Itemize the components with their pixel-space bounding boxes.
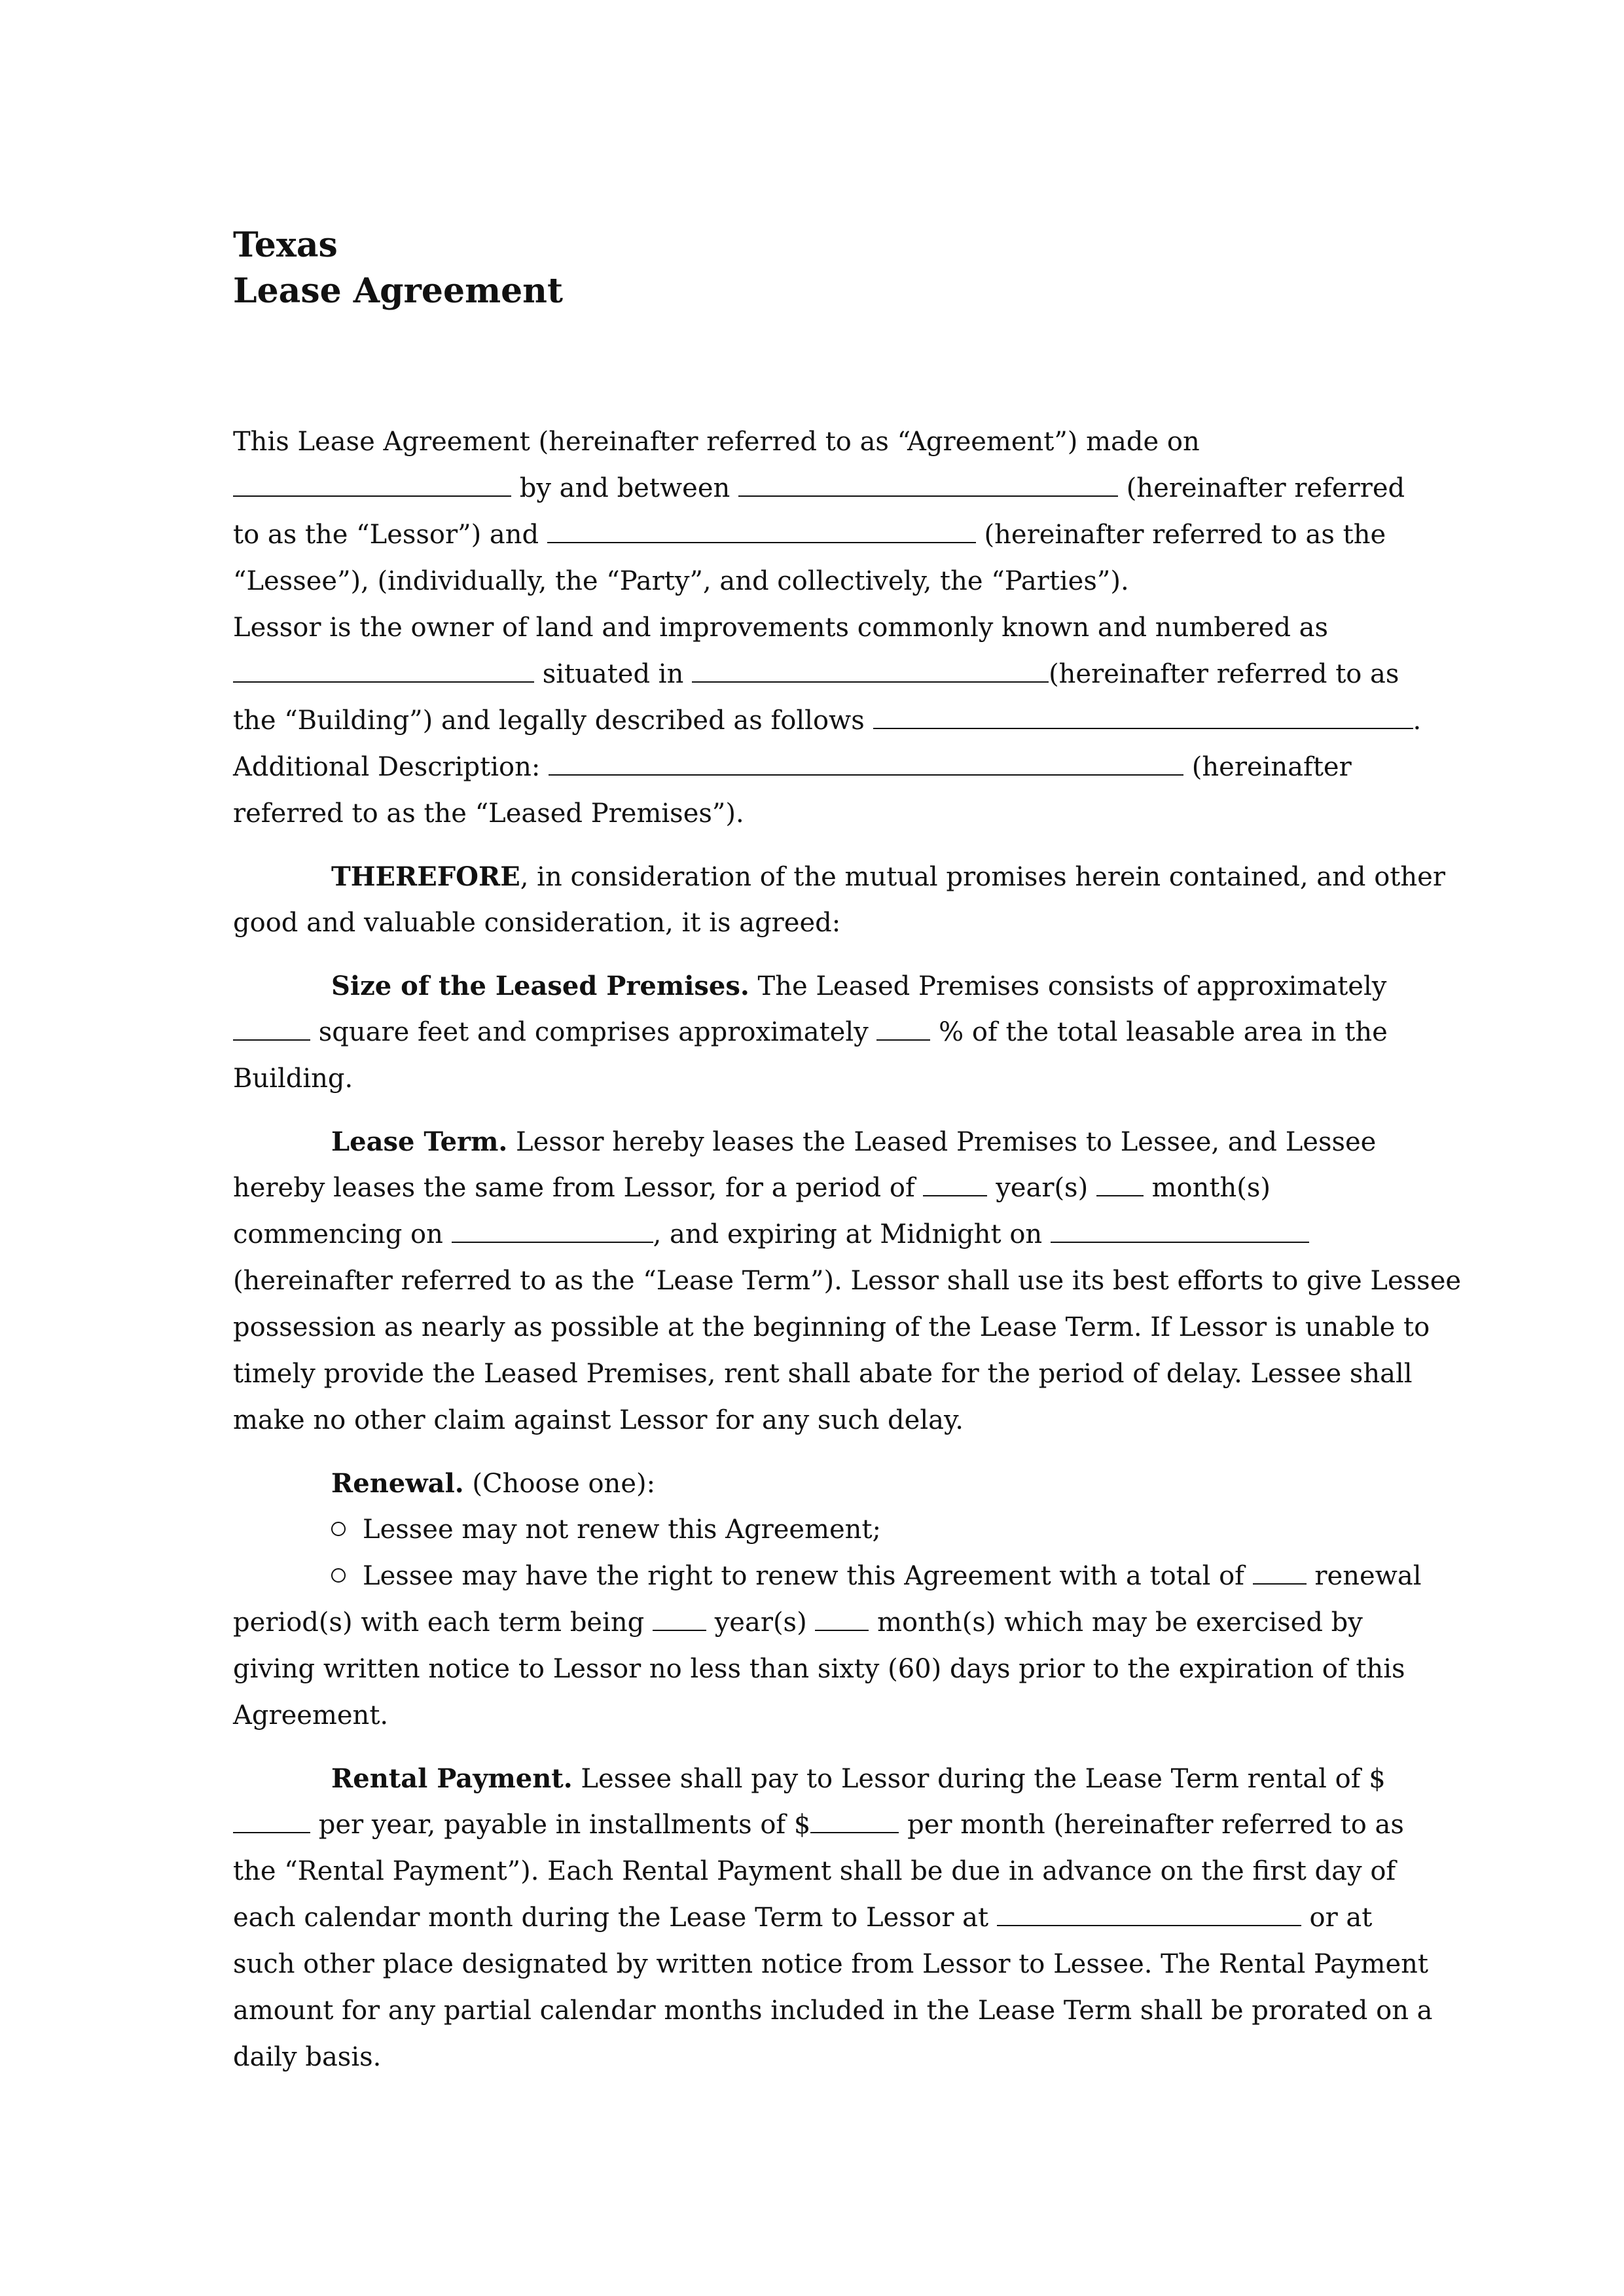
renewal-count-blank[interactable] (1253, 1583, 1307, 1585)
payment-address-blank[interactable] (997, 1924, 1301, 1926)
intro-text: (hereinafter referred to as the (975, 520, 1386, 550)
renewal-months-blank[interactable] (815, 1629, 869, 1631)
term-text: month(s) (1143, 1173, 1271, 1203)
intro-text: referred to as the “Leased Premises”). (233, 798, 744, 829)
size-section (233, 963, 1398, 1102)
intro-text: “Lessee”), (individually, the “Party”, and collectively, the “Parties”). (233, 566, 1129, 596)
agreement-heading: Lease Agreement (233, 271, 564, 311)
renewal-text: (Choose one): (463, 1469, 656, 1499)
size-text: Building. (233, 1064, 353, 1094)
term-text: hereby leases the same from Lessor, for a period of (233, 1173, 924, 1203)
option-radio-no-renewal[interactable] (331, 1522, 346, 1536)
rental-payment-heading: Rental Payment. (331, 1763, 573, 1794)
lease-term-heading: Lease Term. (331, 1126, 508, 1157)
intro-text: (hereinafter (1183, 752, 1352, 782)
end-date-blank[interactable] (1051, 1241, 1309, 1243)
lessor-name-blank[interactable] (738, 495, 1118, 497)
term-text: , and expiring at Midnight on (653, 1219, 1051, 1249)
lease-term-section (233, 1119, 1462, 1444)
document-body (233, 419, 1462, 2081)
intro-text: (hereinafter referred to as (1049, 659, 1399, 689)
size-heading: Size of the Leased Premises. (331, 971, 749, 1001)
renewal-section (233, 1460, 1422, 1739)
renewal-text: Agreement. (233, 1700, 389, 1731)
monthly-rent-blank[interactable] (810, 1831, 899, 1833)
rental-payment-section (233, 1755, 1433, 2081)
rent-text: or at (1301, 1903, 1373, 1933)
lessee-name-blank[interactable] (547, 541, 976, 543)
intro-text: Additional Description: (233, 752, 549, 782)
therefore-heading: THEREFORE (331, 861, 520, 892)
renewal-text: year(s) (706, 1607, 816, 1638)
renewal-option-1: Lessee may not renew this Agreement; (363, 1515, 881, 1545)
term-text: make no other claim against Lessor for any such delay. (233, 1405, 964, 1435)
rent-text: the “Rental Payment”). Each Rental Payment shall be due in advance on the first day of (233, 1856, 1396, 1886)
rent-text: such other place designated by written notice from Lessor to Lessee. The Rental Payment (233, 1949, 1428, 1979)
document-title (233, 223, 563, 314)
intro-text: the “Building”) and legally described as follows (233, 706, 873, 736)
date-blank[interactable] (233, 495, 511, 497)
term-text: Lessor hereby leases the Leased Premises to Lessee, and Lessee (507, 1127, 1377, 1157)
term-text: year(s) (987, 1173, 1096, 1203)
start-date-blank[interactable] (452, 1241, 653, 1243)
rent-text: amount for any partial calendar months included in the Lease Term shall be prorated on a (233, 1996, 1433, 2026)
intro-text: by and between (511, 473, 738, 503)
renewal-text: renewal (1306, 1561, 1422, 1591)
renewal-text: period(s) with each term being (233, 1607, 653, 1638)
intro-text: (hereinafter referred (1117, 473, 1405, 503)
intro-text: Lessor is the owner of land and improvements commonly known and numbered as (233, 613, 1329, 643)
rent-text: each calendar month during the Lease Term to Lessor at (233, 1903, 997, 1933)
annual-rent-blank[interactable] (233, 1831, 310, 1833)
percent-blank[interactable] (876, 1039, 930, 1041)
option-radio-renewal[interactable] (331, 1568, 346, 1583)
legal-description-blank[interactable] (873, 727, 1413, 729)
square-feet-blank[interactable] (233, 1039, 310, 1041)
renewal-years-blank[interactable] (653, 1629, 706, 1631)
term-text: (hereinafter referred to as the “Lease Term”). Lessor shall use its best efforts to give Lessee (233, 1266, 1462, 1296)
rent-text: Lessee shall pay to Lessor during the Lease Term rental of $ (572, 1764, 1386, 1794)
term-text: commencing on (233, 1219, 452, 1249)
renewal-heading: Renewal. (331, 1468, 464, 1499)
rent-text: per month (hereinafter referred to as (899, 1810, 1404, 1840)
therefore-text: , in consideration of the mutual promises herein contained, and other (520, 862, 1445, 892)
intro-text: . (1413, 706, 1422, 736)
intro-paragraph (233, 419, 1422, 837)
size-text: square feet and comprises approximately (310, 1017, 877, 1047)
state-heading: Texas (233, 225, 338, 265)
renewal-text: giving written notice to Lessor no less than sixty (60) days prior to the expiration of this (233, 1654, 1405, 1684)
renewal-option-2: Lessee may have the right to renew this Agreement with a total of (363, 1561, 1253, 1591)
term-text: timely provide the Leased Premises, rent shall abate for the period of delay. Lessee shall (233, 1359, 1413, 1389)
rent-text: daily basis. (233, 2042, 382, 2072)
size-text: % of the total leasable area in the (930, 1017, 1388, 1047)
term-months-blank[interactable] (1096, 1194, 1144, 1196)
rent-text: per year, payable in installments of $ (310, 1810, 811, 1840)
renewal-text: month(s) which may be exercised by (869, 1607, 1363, 1638)
therefore-text: good and valuable consideration, it is agreed: (233, 908, 841, 938)
intro-text: This Lease Agreement (hereinafter referred to as “Agreement”) made on (233, 427, 1200, 457)
address-blank[interactable] (233, 681, 534, 683)
intro-text: to as the “Lessor”) and (233, 520, 547, 550)
intro-text: situated in (534, 659, 693, 689)
term-years-blank[interactable] (923, 1194, 987, 1196)
city-blank[interactable] (692, 681, 1049, 683)
size-text: The Leased Premises consists of approximately (749, 971, 1387, 1001)
term-text: possession as nearly as possible at the beginning of the Lease Term. If Lessor is unable to (233, 1312, 1430, 1342)
therefore-paragraph (233, 853, 1445, 946)
additional-description-blank[interactable] (549, 774, 1183, 776)
